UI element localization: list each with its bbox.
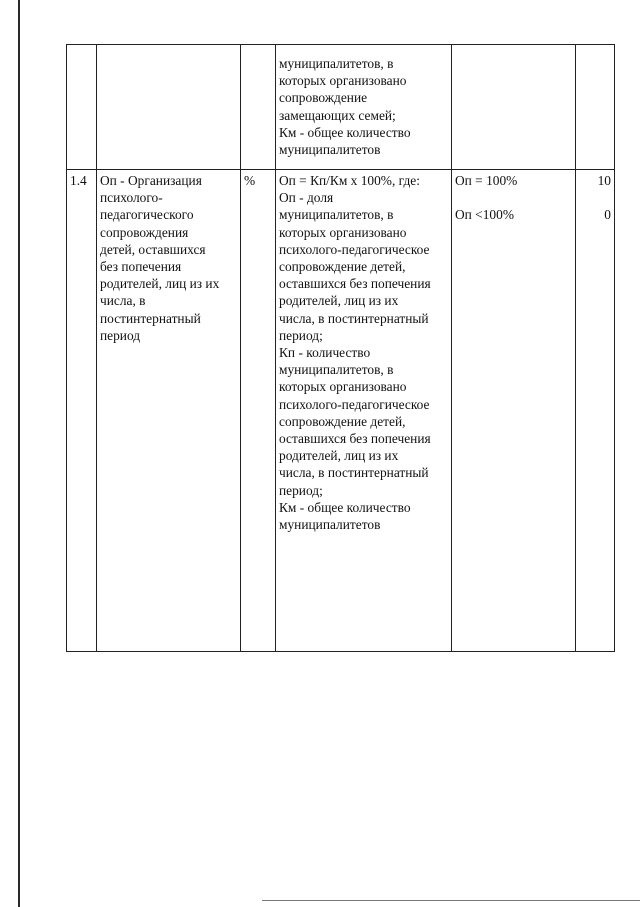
table-row-continued [67,45,615,170]
unit-label: % [244,173,256,188]
formula-line: сопровождение детей, [279,259,406,275]
cell-criteria [452,170,576,652]
formula-line: Оп = Кп/Км х 100%, где: [279,173,420,188]
indicator-name-line: педагогического [100,207,194,223]
cell-name [97,45,241,170]
formula-line: которых организовано [279,224,407,240]
cell-number [67,170,97,652]
cell-formula [276,45,452,170]
indicator-name-line: родителей, лиц из их [100,276,220,292]
formula-line: муниципалитетов [279,517,381,533]
formula-line: которых организовано [279,379,407,395]
cell-formula [276,170,452,652]
criterion-line: Оп = 100% [455,173,518,188]
page-left-edge [18,0,20,907]
criterion-line: Оп <100% [455,207,514,223]
formula-line: муниципалитетов, в [279,56,394,71]
page-bottom-line [262,900,640,901]
cell-number [67,45,97,170]
formula-line: муниципалитетов, в [279,362,394,378]
indicator-name-line: без попечения [100,259,182,275]
cell-criteria [452,45,576,170]
indicator-name-line: числа, в [100,293,146,309]
indicator-name-line: сопровождения [100,224,189,240]
score-value: 10 [597,173,611,188]
formula-line: родителей, лиц из их [279,448,399,464]
cell-name [97,170,241,652]
formula-line: оставшихся без попечения [279,276,431,292]
formula-line: Кп - количество [279,345,371,361]
formula-line: психолого-педагогическое [279,396,430,412]
formula-line: Оп - доля [279,190,334,206]
formula-line: замещающих семей; [279,107,396,123]
formula-line: муниципалитетов [279,142,381,158]
cell-score [576,170,615,652]
formula-line: сопровождение [279,90,368,106]
indicator-name-line: детей, оставшихся [100,241,206,257]
formula-line: муниципалитетов, в [279,207,394,223]
cell-score [576,45,615,170]
row-number: 1.4 [70,173,87,188]
formula-line: Км - общее количество [279,499,411,515]
cell-unit [241,170,276,652]
formula-line: период; [279,482,323,498]
indicator-name-line: Оп - Организация [100,173,202,188]
formula-line: период; [279,327,323,343]
formula-line: которых организовано [279,73,407,89]
formula-line: психолого-педагогическое [279,241,430,257]
indicator-name-line: постинтернатный [100,310,201,326]
cell-unit [241,45,276,170]
formula-line: родителей, лиц из их [279,293,399,309]
formula-line: числа, в постинтернатный [279,465,429,481]
formula-line: Км - общее количество [279,124,411,140]
formula-line: оставшихся без попечения [279,431,431,447]
score-value: 0 [604,207,611,223]
table-row-1-4 [67,170,615,652]
formula-line: сопровождение детей, [279,413,406,429]
indicator-name-line: период [100,327,141,343]
indicator-table [66,44,615,652]
indicator-name-line: психолого- [100,190,163,206]
formula-line: числа, в постинтернатный [279,310,429,326]
